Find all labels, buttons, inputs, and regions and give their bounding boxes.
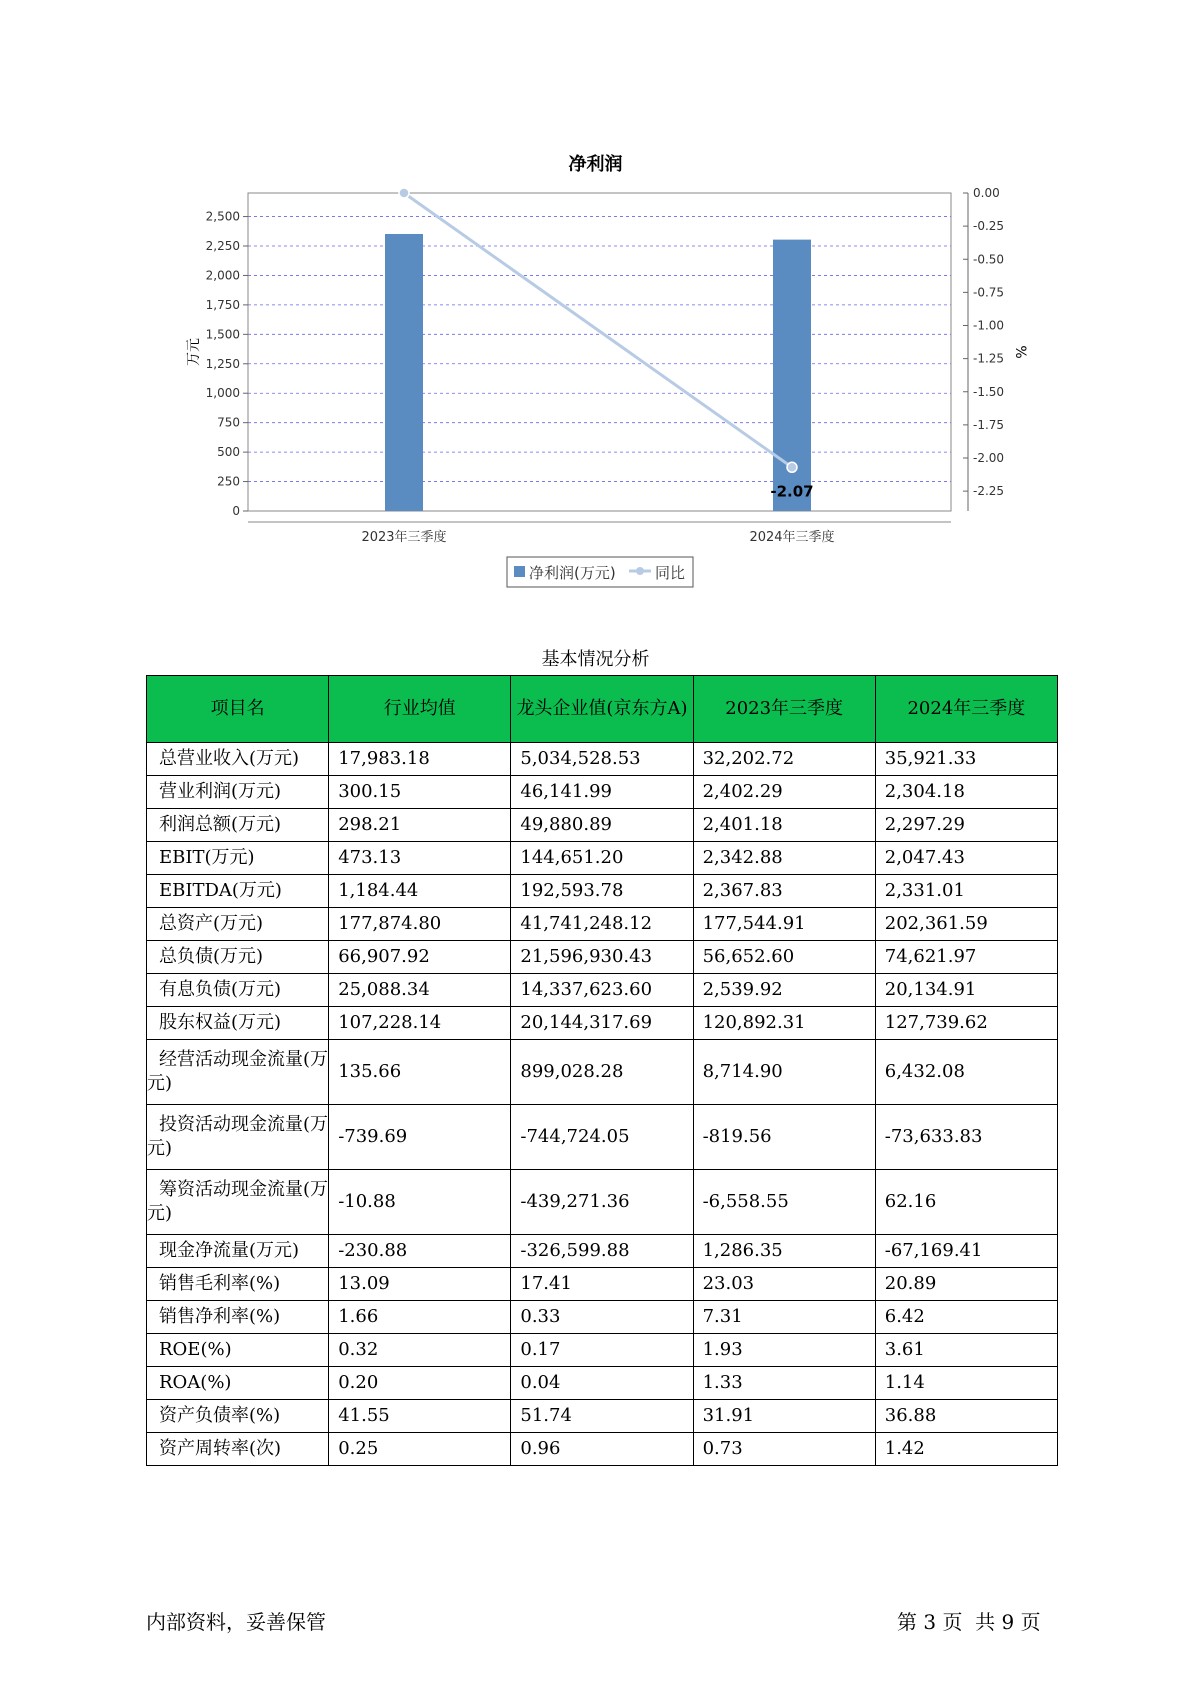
right-tick-label: -0.25 (973, 219, 1005, 234)
row-label-cell: EBIT(万元) (147, 842, 329, 875)
value-cell: 25,088.34 (329, 974, 511, 1007)
row-label-cell: 利润总额(万元) (147, 809, 329, 842)
row-label-cell: 营业利润(万元) (147, 776, 329, 809)
header-cell: 项目名 (147, 676, 329, 743)
table-row (147, 1007, 1058, 1040)
table-row (147, 1235, 1058, 1268)
value-cell: -73,633.83 (875, 1105, 1057, 1170)
value-cell: 0.20 (329, 1367, 511, 1400)
footer-confidential: 内部资料，妥善保管 (146, 1610, 326, 1634)
row-label-cell: 总资产(万元) (147, 908, 329, 941)
row-label-cell: 有息负债(万元) (147, 974, 329, 1007)
value-cell: 20,134.91 (875, 974, 1057, 1007)
yoy-point (399, 188, 409, 198)
value-cell: 1.93 (693, 1334, 875, 1367)
table-row (147, 974, 1058, 1007)
right-tick-label: -2.25 (973, 484, 1005, 499)
value-cell: 2,367.83 (693, 875, 875, 908)
value-cell: 135.66 (329, 1040, 511, 1105)
value-cell: 13.09 (329, 1268, 511, 1301)
value-cell: 2,331.01 (875, 875, 1057, 908)
value-cell: 49,880.89 (511, 809, 693, 842)
left-tick-label: 0 (232, 504, 240, 518)
value-cell: -744,724.05 (511, 1105, 693, 1170)
row-label-cell: 投资活动现金流量(万元) (147, 1105, 329, 1170)
left-tick-label: 2,000 (205, 268, 240, 283)
value-cell: 192,593.78 (511, 875, 693, 908)
row-label-cell: 销售毛利率(%) (147, 1268, 329, 1301)
x-tick-label: 2024年三季度 (749, 530, 835, 545)
value-cell: 144,651.20 (511, 842, 693, 875)
left-tick-label: 1,750 (205, 297, 240, 312)
value-cell: 1,286.35 (693, 1235, 875, 1268)
table-row (147, 1170, 1058, 1235)
value-cell: 2,402.29 (693, 776, 875, 809)
row-label-cell: 总负债(万元) (147, 941, 329, 974)
value-cell: 36.88 (875, 1400, 1057, 1433)
value-cell: 41,741,248.12 (511, 908, 693, 941)
left-tick-label: 750 (217, 415, 240, 430)
value-cell: -67,169.41 (875, 1235, 1057, 1268)
value-cell: 35,921.33 (875, 743, 1057, 776)
header-cell: 龙头企业值(京东方A) (511, 676, 693, 743)
value-cell: 66,907.92 (329, 941, 511, 974)
table-row (147, 743, 1058, 776)
row-label-cell: 股东权益(万元) (147, 1007, 329, 1040)
value-cell: 0.73 (693, 1433, 875, 1466)
value-cell: 2,047.43 (875, 842, 1057, 875)
value-cell: 23.03 (693, 1268, 875, 1301)
table-row (147, 1105, 1058, 1170)
value-cell: 20.89 (875, 1268, 1057, 1301)
value-cell: -6,558.55 (693, 1170, 875, 1235)
right-tick-label: -1.75 (973, 417, 1005, 432)
value-cell: 177,874.80 (329, 908, 511, 941)
header-cell: 行业均值 (329, 676, 511, 743)
value-cell: 177,544.91 (693, 908, 875, 941)
right-tick-label: 0.00 (973, 186, 1000, 200)
value-cell: 0.17 (511, 1334, 693, 1367)
table-row (147, 875, 1058, 908)
left-tick-label: 1,500 (205, 327, 240, 342)
legend-line-marker (636, 567, 644, 575)
value-cell: 1.33 (693, 1367, 875, 1400)
value-cell: -230.88 (329, 1235, 511, 1268)
left-tick-label: 1,000 (205, 386, 240, 401)
value-cell: 202,361.59 (875, 908, 1057, 941)
value-cell: -326,599.88 (511, 1235, 693, 1268)
net-profit-chart (0, 0, 1191, 600)
table-row (147, 809, 1058, 842)
row-label-cell: ROA(%) (147, 1367, 329, 1400)
table-row (147, 1301, 1058, 1334)
chart-svg (0, 0, 1191, 600)
value-cell: 6.42 (875, 1301, 1057, 1334)
left-tick-label: 1,250 (205, 356, 240, 371)
table-body (147, 743, 1058, 1466)
value-cell: 21,596,930.43 (511, 941, 693, 974)
bar (385, 234, 423, 511)
value-cell: 298.21 (329, 809, 511, 842)
value-cell: 107,228.14 (329, 1007, 511, 1040)
value-cell: 14,337,623.60 (511, 974, 693, 1007)
value-cell: 120,892.31 (693, 1007, 875, 1040)
value-cell: 5,034,528.53 (511, 743, 693, 776)
plot-area (248, 193, 951, 511)
value-cell: 51.74 (511, 1400, 693, 1433)
table-row (147, 1400, 1058, 1433)
row-label-cell: 经营活动现金流量(万元) (147, 1040, 329, 1105)
header-cell: 2023年三季度 (693, 676, 875, 743)
yoy-data-label: -2.07 (770, 482, 814, 501)
value-cell: 0.96 (511, 1433, 693, 1466)
value-cell: 300.15 (329, 776, 511, 809)
right-tick-label: -1.50 (973, 384, 1005, 399)
value-cell: -10.88 (329, 1170, 511, 1235)
footer-page-number: 第 3 页 共 9 页 (897, 1610, 1041, 1634)
table-caption: 基本情况分析 (541, 649, 650, 670)
right-tick-label: -1.00 (973, 318, 1005, 333)
table-row (147, 908, 1058, 941)
row-label-cell: 资产周转率(次) (147, 1433, 329, 1466)
value-cell: 31.91 (693, 1400, 875, 1433)
row-label-cell: ROE(%) (147, 1334, 329, 1367)
right-tick-label: -2.00 (973, 451, 1005, 465)
right-tick-label: -1.25 (973, 351, 1005, 366)
table-row (147, 1268, 1058, 1301)
legend-line-label: 同比 (655, 564, 686, 582)
table-row (147, 776, 1058, 809)
value-cell: 0.33 (511, 1301, 693, 1334)
row-label-cell: 现金净流量(万元) (147, 1235, 329, 1268)
value-cell: 2,342.88 (693, 842, 875, 875)
value-cell: 1.14 (875, 1367, 1057, 1400)
x-tick-label: 2023年三季度 (361, 530, 447, 545)
left-axis-label: 万元 (186, 338, 202, 366)
legend-bar-swatch (514, 566, 525, 577)
value-cell: 2,539.92 (693, 974, 875, 1007)
row-label-cell: 筹资活动现金流量(万元) (147, 1170, 329, 1235)
table-row (147, 842, 1058, 875)
row-label-cell: 销售净利率(%) (147, 1301, 329, 1334)
right-tick-label: -0.75 (973, 285, 1005, 300)
value-cell: 8,714.90 (693, 1040, 875, 1105)
value-cell: 473.13 (329, 842, 511, 875)
value-cell: 17.41 (511, 1268, 693, 1301)
value-cell: 127,739.62 (875, 1007, 1057, 1040)
value-cell: 32,202.72 (693, 743, 875, 776)
chart-title: 净利润 (568, 154, 623, 175)
row-label-cell: 资产负债率(%) (147, 1400, 329, 1433)
value-cell: 3.61 (875, 1334, 1057, 1367)
value-cell: 0.04 (511, 1367, 693, 1400)
value-cell: 7.31 (693, 1301, 875, 1334)
value-cell: 6,432.08 (875, 1040, 1057, 1105)
value-cell: 1.66 (329, 1301, 511, 1334)
table-row (147, 1040, 1058, 1105)
table-row (147, 941, 1058, 974)
value-cell: 0.32 (329, 1334, 511, 1367)
left-tick-label: 2,500 (205, 209, 240, 224)
header-cell: 2024年三季度 (875, 676, 1057, 743)
value-cell: 46,141.99 (511, 776, 693, 809)
analysis-table (146, 675, 1058, 1466)
left-tick-label: 500 (217, 445, 240, 460)
table-row (147, 1433, 1058, 1466)
right-tick-label: -0.50 (973, 252, 1005, 267)
right-axis-label: % (1012, 345, 1028, 359)
table-row (147, 1334, 1058, 1367)
value-cell: 2,401.18 (693, 809, 875, 842)
value-cell: -819.56 (693, 1105, 875, 1170)
value-cell: -439,271.36 (511, 1170, 693, 1235)
value-cell: 62.16 (875, 1170, 1057, 1235)
value-cell: 74,621.97 (875, 941, 1057, 974)
yoy-point (787, 462, 797, 472)
value-cell: 1.42 (875, 1433, 1057, 1466)
table-row (147, 1367, 1058, 1400)
legend-bar-label: 净利润(万元) (529, 564, 616, 582)
table-header-row (147, 676, 1058, 743)
row-label-cell: 总营业收入(万元) (147, 743, 329, 776)
left-tick-label: 2,250 (205, 239, 240, 253)
left-tick-label: 250 (217, 474, 240, 489)
row-label-cell: EBITDA(万元) (147, 875, 329, 908)
value-cell: 0.25 (329, 1433, 511, 1466)
value-cell: 899,028.28 (511, 1040, 693, 1105)
value-cell: 20,144,317.69 (511, 1007, 693, 1040)
value-cell: 2,297.29 (875, 809, 1057, 842)
value-cell: 1,184.44 (329, 875, 511, 908)
value-cell: 56,652.60 (693, 941, 875, 974)
value-cell: -739.69 (329, 1105, 511, 1170)
value-cell: 17,983.18 (329, 743, 511, 776)
value-cell: 2,304.18 (875, 776, 1057, 809)
value-cell: 41.55 (329, 1400, 511, 1433)
